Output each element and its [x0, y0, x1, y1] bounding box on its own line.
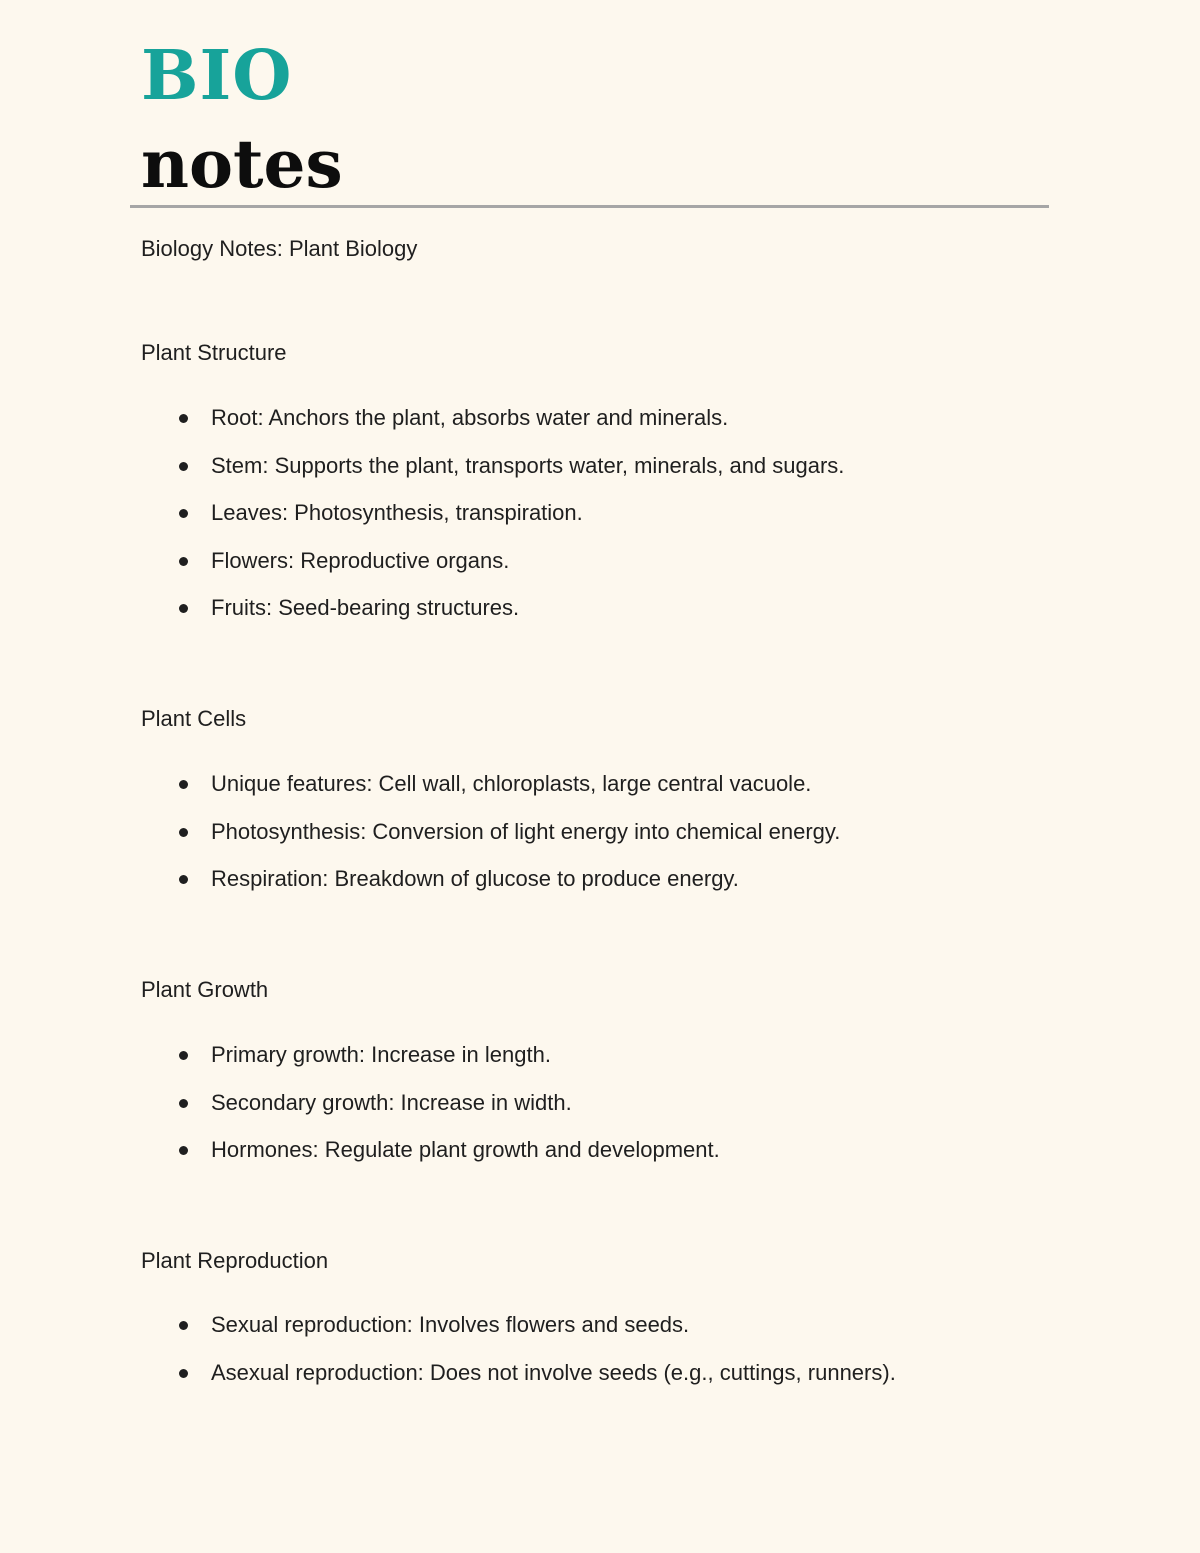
bullet-icon [179, 1051, 188, 1060]
bullet-icon [179, 604, 188, 613]
list-item [176, 1042, 720, 1090]
list-item-text: Sexual reproduction: Involves flowers and seeds. [211, 1312, 690, 1337]
list-item [176, 866, 840, 914]
list-item-text: Unique features: Cell wall, chloroplasts, large central vacuole. [211, 771, 812, 796]
bullet-icon [179, 462, 188, 471]
bullet-icon [179, 414, 188, 423]
bullet-icon [179, 780, 188, 789]
bullet-icon [179, 509, 188, 518]
bullet-icon [179, 1146, 188, 1155]
brand-bio: BIO [141, 36, 293, 116]
list-item-text: Hormones: Regulate plant growth and development. [211, 1137, 720, 1162]
document-title: Biology Notes: Plant Biology [141, 236, 418, 261]
list-item-text: Primary growth: Increase in length. [211, 1042, 551, 1067]
list-item-text: Flowers: Reproductive organs. [211, 547, 510, 573]
list-item [176, 500, 844, 548]
section-heading-plant-growth: Plant Growth [141, 977, 269, 1002]
list-item-text: Leaves: Photosynthesis, transpiration. [211, 500, 583, 525]
bullet-icon [179, 875, 188, 884]
list-item [176, 548, 844, 596]
bullet-list-plant-cells [176, 771, 840, 914]
section-heading-plant-structure: Plant Structure [141, 340, 287, 365]
list-item-text: Photosynthesis: Conversion of light energy into chemical energy. [211, 818, 841, 844]
bullet-icon [179, 557, 188, 566]
list-item [176, 819, 840, 867]
bullet-list-plant-structure [176, 405, 844, 643]
brand-notes: notes [141, 125, 343, 203]
list-item [176, 453, 844, 501]
section-heading-plant-cells: Plant Cells [141, 706, 247, 731]
list-item [176, 1360, 896, 1408]
section-heading-plant-reproduction: Plant Reproduction [141, 1248, 329, 1273]
list-item [176, 771, 840, 819]
bullet-icon [179, 1321, 188, 1330]
list-item-text: Secondary growth: Increase in width. [211, 1089, 572, 1115]
bullet-icon [179, 1099, 188, 1108]
list-item-text: Asexual reproduction: Does not involve seeds (e.g., cuttings, runners). [211, 1359, 896, 1385]
list-item [176, 1312, 896, 1360]
list-item-text: Root: Anchors the plant, absorbs water and minerals. [211, 405, 729, 430]
list-item [176, 1090, 720, 1138]
list-item [176, 595, 844, 643]
bullet-icon [179, 1369, 188, 1378]
bullet-list-plant-growth [176, 1042, 720, 1185]
list-item-text: Stem: Supports the plant, transports water, minerals, and sugars. [211, 452, 845, 478]
list-item-text: Fruits: Seed-bearing structures. [211, 595, 520, 620]
list-item [176, 1137, 720, 1185]
header-divider [130, 205, 1049, 208]
bullet-icon [179, 828, 188, 837]
list-item-text: Respiration: Breakdown of glucose to produce energy. [211, 866, 739, 891]
list-item [176, 405, 844, 453]
bullet-list-plant-reproduction [176, 1312, 896, 1407]
